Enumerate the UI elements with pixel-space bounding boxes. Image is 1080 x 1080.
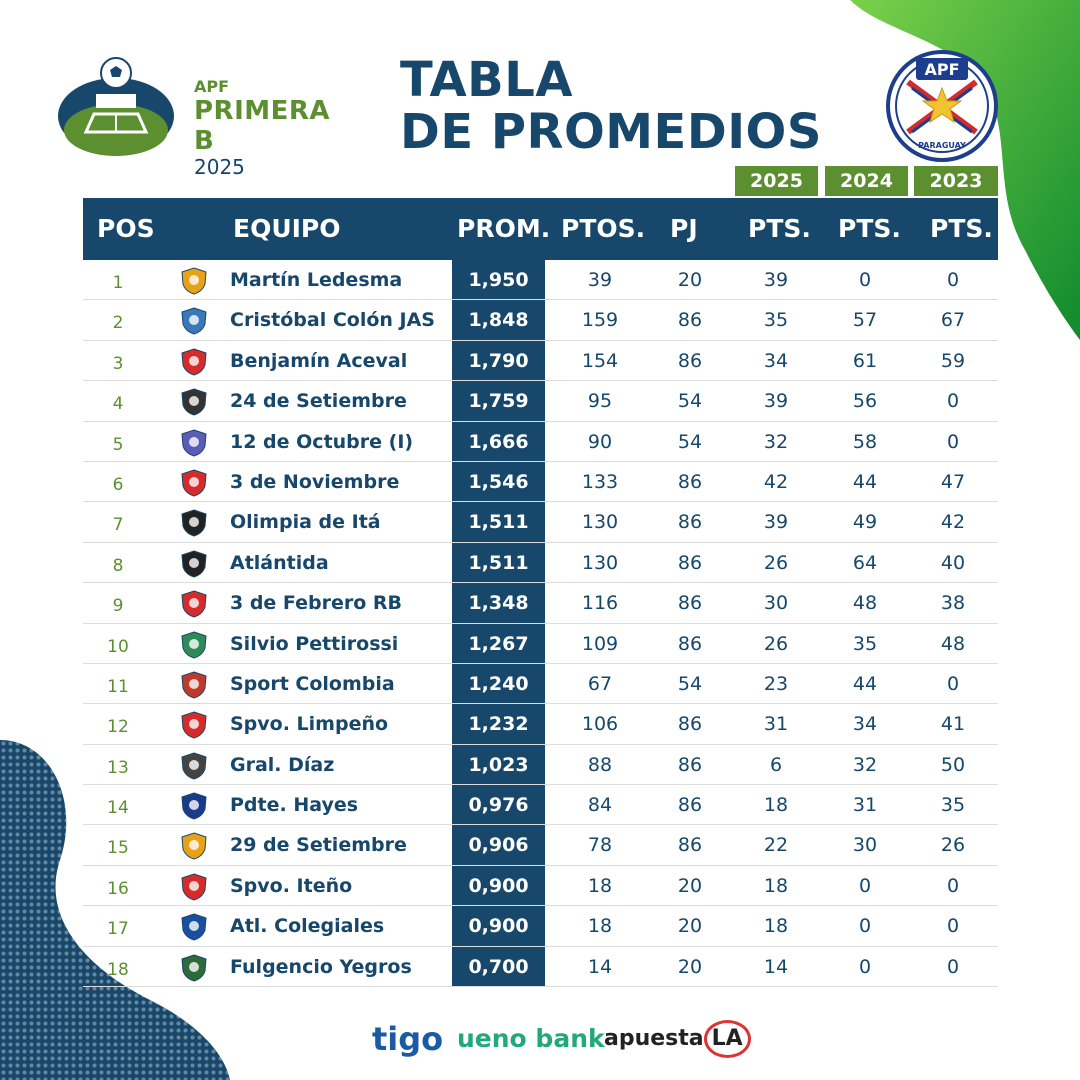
table-row xyxy=(83,543,998,583)
row-points-2025: 39 xyxy=(763,390,789,413)
row-points-2023: 41 xyxy=(940,713,966,736)
apf-crest-icon xyxy=(886,50,998,162)
sponsor-apuesta-mark: LA xyxy=(704,1020,751,1058)
row-points-2023: 26 xyxy=(940,834,966,857)
row-points-2024: 58 xyxy=(852,430,878,453)
table-row xyxy=(83,583,998,623)
row-points-2025: 42 xyxy=(763,470,789,493)
row-points-2023: 0 xyxy=(946,430,960,453)
row-games-played: 86 xyxy=(677,632,703,655)
row-average: 0,700 xyxy=(468,955,529,978)
row-team-name: Atlántida xyxy=(230,551,329,574)
team-crest-icon xyxy=(179,872,209,902)
row-average: 1,023 xyxy=(468,753,529,776)
table-row xyxy=(83,502,998,542)
row-team-name: Atl. Colegiales xyxy=(230,915,385,938)
table-row xyxy=(83,300,998,340)
row-average: 0,976 xyxy=(468,794,529,817)
team-crest-icon xyxy=(179,306,209,336)
standings-table xyxy=(83,260,998,987)
row-points-2025: 32 xyxy=(763,430,789,453)
row-team-name: Silvio Pettirossi xyxy=(230,632,399,655)
row-position: 9 xyxy=(112,596,124,617)
row-points-2025: 18 xyxy=(763,794,789,817)
title-line-1: TABLA xyxy=(400,52,573,108)
team-crest-icon xyxy=(179,751,209,781)
row-position: 7 xyxy=(112,515,124,536)
crest-apf-text: APF xyxy=(924,60,960,79)
row-points-2023: 0 xyxy=(946,955,960,978)
row-points-2023: 35 xyxy=(940,794,966,817)
row-position: 15 xyxy=(107,838,129,859)
table-row xyxy=(83,906,998,946)
row-team-name: 3 de Noviembre xyxy=(230,470,400,493)
team-crest-icon xyxy=(179,468,209,498)
row-total-points: 18 xyxy=(587,874,613,897)
row-average: 0,900 xyxy=(468,915,529,938)
row-games-played: 86 xyxy=(677,834,703,857)
table-row xyxy=(83,785,998,825)
row-points-2024: 48 xyxy=(852,592,878,615)
row-points-2025: 26 xyxy=(763,632,789,655)
team-crest-icon xyxy=(179,347,209,377)
table-row xyxy=(83,664,998,704)
row-average: 1,790 xyxy=(468,349,529,372)
row-points-2023: 40 xyxy=(940,551,966,574)
row-team-name: 3 de Febrero RB xyxy=(230,592,403,615)
team-crest-icon xyxy=(179,912,209,942)
row-team-name: Benjamín Aceval xyxy=(230,349,408,372)
row-points-2023: 0 xyxy=(946,915,960,938)
row-points-2024: 64 xyxy=(852,551,878,574)
row-team-name: Gral. Díaz xyxy=(230,753,335,776)
row-games-played: 86 xyxy=(677,794,703,817)
row-games-played: 20 xyxy=(677,955,703,978)
row-total-points: 109 xyxy=(581,632,619,655)
table-row xyxy=(83,381,998,421)
team-crest-icon xyxy=(179,589,209,619)
row-games-played: 86 xyxy=(677,551,703,574)
row-average: 1,267 xyxy=(468,632,529,655)
row-games-played: 54 xyxy=(677,430,703,453)
team-crest-icon xyxy=(179,508,209,538)
row-team-name: Pdte. Hayes xyxy=(230,794,359,817)
row-points-2023: 47 xyxy=(940,470,966,493)
row-total-points: 88 xyxy=(587,753,613,776)
header-pts-2025: PTS. xyxy=(748,214,811,243)
table-row xyxy=(83,866,998,906)
row-points-2025: 39 xyxy=(763,269,789,291)
row-average: 1,666 xyxy=(468,430,529,453)
team-crest-icon xyxy=(179,710,209,740)
sponsor-ueno-logo: ueno bank xyxy=(457,1024,605,1053)
row-total-points: 84 xyxy=(587,794,613,817)
team-crest-icon xyxy=(179,831,209,861)
row-team-name: Spvo. Limpeño xyxy=(230,713,389,736)
stadium-ball-logo-icon xyxy=(56,56,180,160)
table-row xyxy=(83,745,998,785)
row-games-played: 86 xyxy=(677,592,703,615)
row-points-2024: 61 xyxy=(852,349,878,372)
row-points-2025: 14 xyxy=(763,955,789,978)
row-games-played: 20 xyxy=(677,269,703,291)
row-average: 1,546 xyxy=(468,470,529,493)
row-team-name: Spvo. Iteño xyxy=(230,874,353,897)
row-points-2024: 44 xyxy=(852,672,878,695)
row-points-2025: 30 xyxy=(763,592,789,615)
season-tab-2023: 2023 xyxy=(914,166,998,196)
row-points-2025: 18 xyxy=(763,915,789,938)
row-position: 12 xyxy=(107,717,129,738)
row-team-name: 24 de Setiembre xyxy=(230,390,407,413)
row-team-name: Martín Ledesma xyxy=(230,269,403,291)
row-average: 1,348 xyxy=(468,592,529,615)
row-points-2024: 34 xyxy=(852,713,878,736)
team-crest-icon xyxy=(179,549,209,579)
header-prom: PROM. xyxy=(457,214,551,243)
row-points-2025: 18 xyxy=(763,874,789,897)
row-position: 4 xyxy=(112,394,124,415)
row-points-2023: 38 xyxy=(940,592,966,615)
row-points-2023: 0 xyxy=(946,672,960,695)
row-average: 1,232 xyxy=(468,713,529,736)
row-total-points: 130 xyxy=(581,511,619,534)
team-crest-icon xyxy=(179,670,209,700)
row-total-points: 18 xyxy=(587,915,613,938)
row-games-played: 86 xyxy=(677,470,703,493)
row-average: 1,950 xyxy=(468,269,529,291)
sponsor-tigo-logo: tigo xyxy=(372,1020,444,1058)
row-points-2025: 39 xyxy=(763,511,789,534)
season-tab-2025: 2025 xyxy=(735,166,818,196)
sponsor-apuesta-logo xyxy=(604,1014,751,1064)
header-ptos: PTOS. xyxy=(561,214,646,243)
row-position: 2 xyxy=(112,313,124,334)
row-average: 1,511 xyxy=(468,511,529,534)
row-games-played: 54 xyxy=(677,390,703,413)
team-crest-icon xyxy=(179,630,209,660)
row-position: 17 xyxy=(107,919,129,940)
row-average: 0,900 xyxy=(468,874,529,897)
row-team-name: Sport Colombia xyxy=(230,672,395,695)
row-points-2025: 31 xyxy=(763,713,789,736)
row-team-name: Olimpia de Itá xyxy=(230,511,381,534)
row-total-points: 39 xyxy=(587,269,613,291)
brand-league: PRIMERA B xyxy=(194,96,331,156)
row-games-played: 20 xyxy=(677,874,703,897)
row-team-name: Fulgencio Yegros xyxy=(230,955,412,978)
row-position: 1 xyxy=(112,273,124,293)
table-header xyxy=(83,198,998,260)
row-position: 14 xyxy=(107,798,129,819)
row-position: 10 xyxy=(107,636,129,657)
row-points-2024: 35 xyxy=(852,632,878,655)
row-points-2024: 0 xyxy=(858,269,872,291)
row-points-2025: 23 xyxy=(763,672,789,695)
row-points-2023: 67 xyxy=(940,309,966,332)
row-total-points: 90 xyxy=(587,430,613,453)
row-total-points: 95 xyxy=(587,390,613,413)
league-brand xyxy=(56,56,336,179)
row-points-2025: 26 xyxy=(763,551,789,574)
row-total-points: 159 xyxy=(581,309,619,332)
row-games-played: 86 xyxy=(677,713,703,736)
row-team-name: 29 de Setiembre xyxy=(230,834,407,857)
row-total-points: 67 xyxy=(587,672,613,695)
row-points-2024: 30 xyxy=(852,834,878,857)
row-position: 8 xyxy=(112,555,124,576)
row-points-2024: 0 xyxy=(858,955,872,978)
row-points-2024: 44 xyxy=(852,470,878,493)
row-total-points: 133 xyxy=(581,470,619,493)
row-points-2025: 22 xyxy=(763,834,789,857)
season-tabs xyxy=(0,166,1080,196)
row-points-2023: 50 xyxy=(940,753,966,776)
sponsor-apuesta-text: apuesta xyxy=(604,1026,704,1051)
season-tab-2024: 2024 xyxy=(825,166,908,196)
team-crest-icon xyxy=(179,387,209,417)
row-total-points: 154 xyxy=(581,349,619,372)
row-total-points: 130 xyxy=(581,551,619,574)
row-points-2024: 32 xyxy=(852,753,878,776)
row-average: 1,240 xyxy=(468,672,529,695)
table-row xyxy=(83,422,998,462)
team-crest-icon xyxy=(179,953,209,983)
row-position: 18 xyxy=(107,959,129,980)
row-points-2024: 0 xyxy=(858,874,872,897)
row-position: 6 xyxy=(112,474,124,495)
row-points-2023: 0 xyxy=(946,390,960,413)
row-position: 13 xyxy=(107,757,129,778)
table-row xyxy=(83,341,998,381)
table-row xyxy=(83,462,998,502)
row-games-played: 20 xyxy=(677,915,703,938)
row-position: 11 xyxy=(107,676,129,697)
table-row xyxy=(83,947,998,987)
team-crest-icon xyxy=(179,791,209,821)
row-points-2024: 0 xyxy=(858,915,872,938)
table-row xyxy=(83,624,998,664)
row-points-2023: 42 xyxy=(940,511,966,534)
row-team-name: Cristóbal Colón JAS xyxy=(230,309,435,332)
header-pts-2023: PTS. xyxy=(930,214,993,243)
row-points-2023: 59 xyxy=(940,349,966,372)
row-points-2023: 0 xyxy=(946,269,960,291)
row-points-2024: 31 xyxy=(852,794,878,817)
table-row xyxy=(83,704,998,744)
row-team-name: 12 de Octubre (I) xyxy=(230,430,414,453)
row-points-2023: 48 xyxy=(940,632,966,655)
row-points-2024: 49 xyxy=(852,511,878,534)
row-total-points: 78 xyxy=(587,834,613,857)
crest-country-text: PARAGUAY xyxy=(918,141,966,150)
row-points-2025: 35 xyxy=(763,309,789,332)
row-games-played: 54 xyxy=(677,672,703,695)
brand-apf: APF xyxy=(194,77,230,96)
header-team: EQUIPO xyxy=(233,214,341,243)
page-title xyxy=(400,54,822,158)
row-average: 0,906 xyxy=(468,834,529,857)
row-total-points: 116 xyxy=(581,592,619,615)
sponsor-bar xyxy=(0,1014,1080,1064)
team-crest-icon xyxy=(179,266,209,296)
row-average: 1,848 xyxy=(468,309,529,332)
row-position: 16 xyxy=(107,878,129,899)
row-points-2024: 56 xyxy=(852,390,878,413)
row-games-played: 86 xyxy=(677,349,703,372)
header-pts-2024: PTS. xyxy=(838,214,901,243)
header-pos: POS xyxy=(97,214,155,243)
row-position: 5 xyxy=(112,434,124,455)
row-points-2023: 0 xyxy=(946,874,960,897)
title-line-2: DE PROMEDIOS xyxy=(400,104,822,160)
row-points-2025: 34 xyxy=(763,349,789,372)
row-average: 1,511 xyxy=(468,551,529,574)
row-total-points: 14 xyxy=(587,955,613,978)
brand-year: 2025 xyxy=(194,155,245,179)
row-position: 3 xyxy=(112,353,124,374)
table-row xyxy=(83,260,998,300)
row-points-2025: 6 xyxy=(769,753,783,776)
row-games-played: 86 xyxy=(677,511,703,534)
row-games-played: 86 xyxy=(677,753,703,776)
team-crest-icon xyxy=(179,428,209,458)
table-row xyxy=(83,825,998,865)
row-points-2024: 57 xyxy=(852,309,878,332)
row-total-points: 106 xyxy=(581,713,619,736)
row-average: 1,759 xyxy=(468,390,529,413)
header-pj: PJ xyxy=(670,214,698,243)
row-games-played: 86 xyxy=(677,309,703,332)
